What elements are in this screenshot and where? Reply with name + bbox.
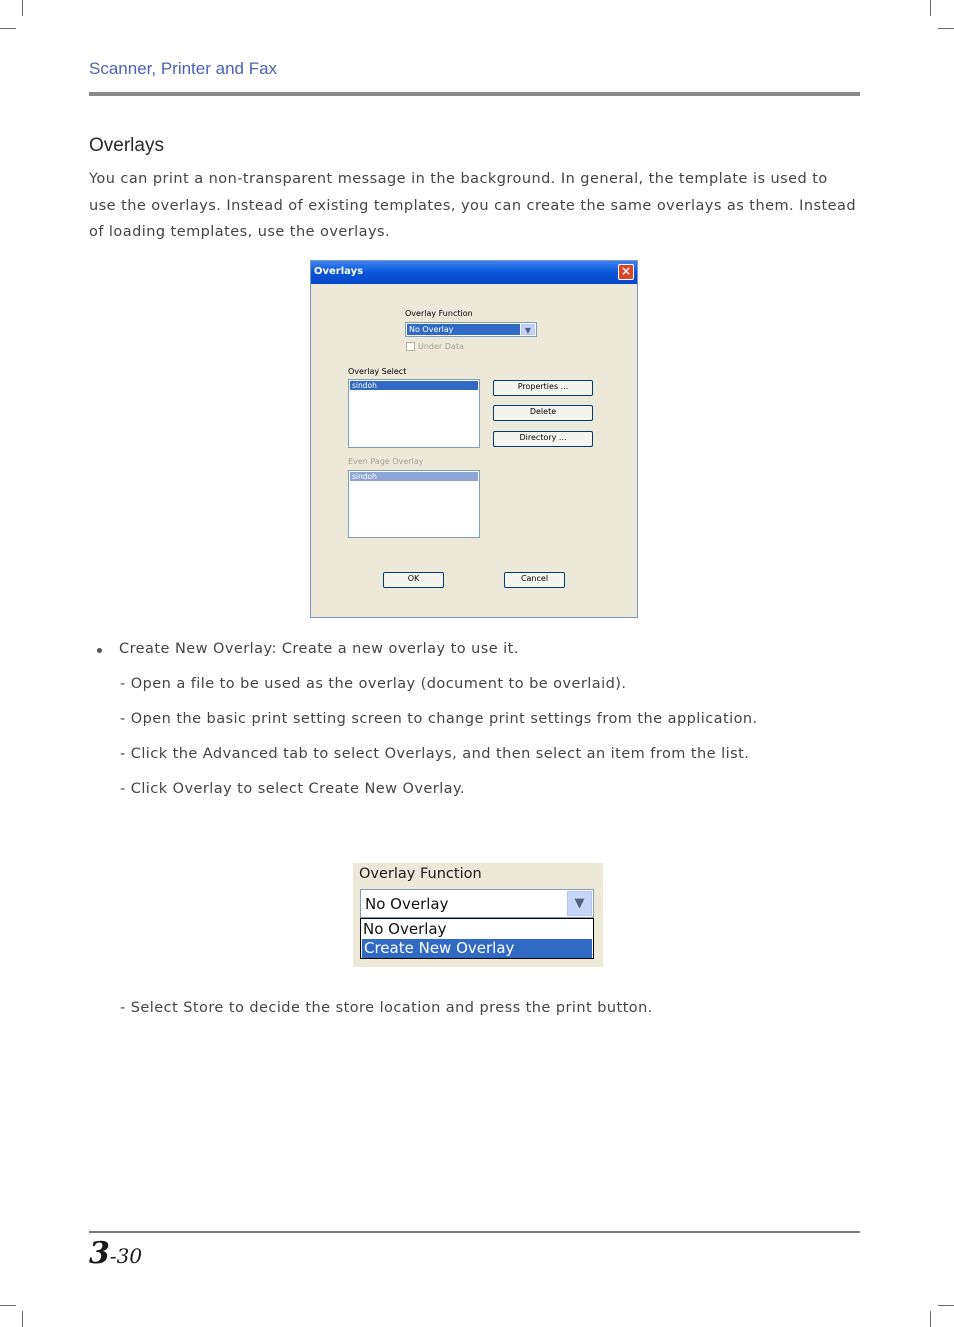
intro-line: You can print a non-transparent message in the background. In general, the template is used to [89,171,828,187]
step-bullet: Create New Overlay: Create a new overlay to use it. [119,641,519,657]
properties-button[interactable]: Properties ... [493,380,593,396]
step-sub: - Open the basic print setting screen to change print settings from the application. [120,711,758,727]
header-rule [89,92,860,96]
dialog-titlebar [311,261,637,284]
chapter-number: 3 [89,1236,110,1271]
overlay-select-list[interactable] [348,379,480,448]
header-title: Scanner, Printer and Fax [89,59,278,78]
delete-button[interactable]: Delete [493,405,593,421]
cancel-button[interactable]: Cancel [504,572,565,588]
close-icon[interactable]: × [618,264,634,280]
overlay-function-select[interactable] [405,322,537,337]
crop-mark [22,0,23,16]
intro-line: of loading templates, use the overlays. [89,224,391,240]
step-sub: - Click the Advanced tab to select Overlays, and then select an item from the list. [120,746,750,762]
intro-paragraph [89,166,859,246]
overlay-select-label: Overlay Select [348,367,407,376]
step-final: - Select Store to decide the store location and press the print button. [120,1000,653,1016]
overlay-function-value: No Overlay [365,895,449,913]
intro-line: use the overlays. Instead of existing templates, you can create the same overlays as them. Instead [89,197,857,214]
overlay-function-value: No Overlay [407,324,520,335]
overlay-function-dropdown [360,918,594,959]
crop-mark [930,1311,931,1327]
option-no-overlay[interactable]: No Overlay [363,920,447,938]
overlay-function-label: Overlay Function [405,309,473,318]
page-number [89,1236,142,1271]
even-page-overlay-label: Even Page Overlay [348,457,424,466]
list-item[interactable]: sindoh [350,381,478,390]
under-data-checkbox[interactable] [406,342,415,351]
section-title: Overlays [89,135,164,156]
step-sub: - Open a file to be used as the overlay (document to be overlaid). [120,676,627,692]
option-create-new-overlay[interactable]: Create New Overlay [362,939,592,958]
crop-mark [938,1305,954,1306]
overlay-function-select[interactable] [360,889,594,918]
page-suffix: -30 [109,1244,143,1268]
step-sub: - Click Overlay to select Create New Overlay. [120,781,466,797]
crop-mark [0,28,16,29]
overlay-function-crop [353,863,603,967]
crop-mark [0,1305,16,1306]
under-data-label: Under Data [418,342,464,351]
crop-mark [938,28,954,29]
ok-button[interactable]: OK [383,572,444,588]
dialog-title: Overlays [314,266,364,277]
overlay-function-label: Overlay Function [359,866,482,882]
crop-mark [930,0,931,16]
overlays-dialog [310,260,638,618]
directory-button[interactable]: Directory ... [493,431,593,447]
chevron-down-icon[interactable]: ▼ [567,891,592,916]
footer-rule [89,1231,860,1233]
even-page-overlay-list[interactable] [348,470,480,538]
chevron-down-icon[interactable]: ▼ [521,324,535,335]
crop-mark [22,1311,23,1327]
list-item[interactable]: sindoh [350,472,478,481]
bullet-dot [97,648,102,653]
